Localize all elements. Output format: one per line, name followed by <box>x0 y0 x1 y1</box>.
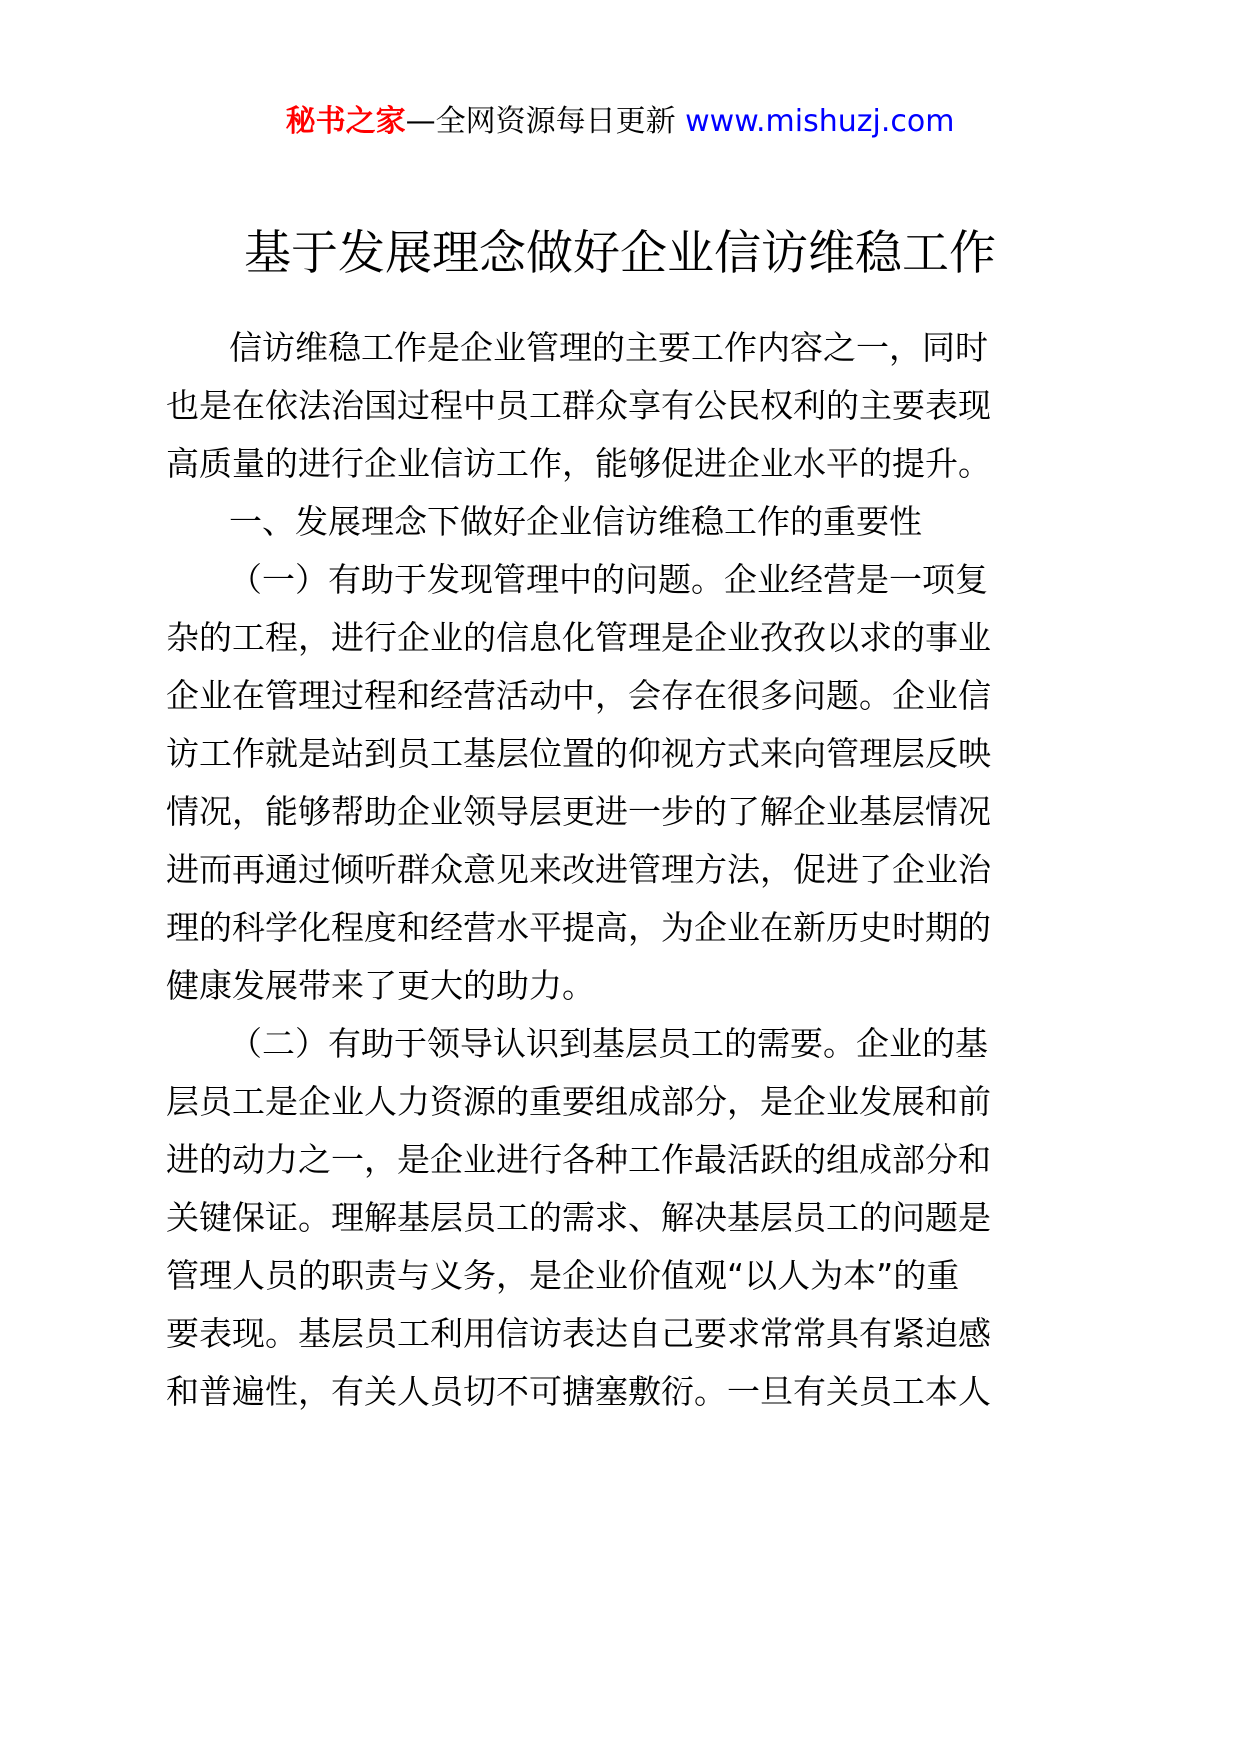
body-line: 访工作就是站到员工基层位置的仰视方式来向管理层反映 <box>166 734 991 773</box>
site-name: 秘书之家 <box>285 104 406 139</box>
body-line: 进的动力之一，是企业进行各种工作最活跃的组成部分和 <box>166 1140 991 1179</box>
body-line: 要表现。基层员工利用信访表达自己要求常常具有紧迫感 <box>166 1314 991 1353</box>
body-line: 也是在依法治国过程中员工群众享有公民权利的主要表现 <box>166 386 991 425</box>
body-line: 关键保证。理解基层员工的需求、解决基层员工的问题是 <box>166 1198 991 1237</box>
body-line: 管理人员的职责与义务，是企业价值观“以人为本”的重 <box>166 1256 960 1295</box>
document-title: 基于发展理念做好企业信访维稳工作 <box>244 226 996 281</box>
body-line: 进而再通过倾听群众意见来改进管理方法，促进了企业治 <box>166 850 991 889</box>
body-line: 和普遍性，有关人员切不可搪塞敷衍。一旦有关员工本人 <box>166 1372 991 1411</box>
body-line: 杂的工程，进行企业的信息化管理是企业孜孜以求的事业 <box>166 618 991 657</box>
body-line: （二）有助于领导认识到基层员工的需要。企业的基 <box>229 1024 988 1063</box>
body-line: （一）有助于发现管理中的问题。企业经营是一项复 <box>229 560 988 599</box>
site-header <box>0 100 1240 144</box>
site-tagline: —全网资源每日更新 <box>405 104 676 139</box>
body-line: 情况，能够帮助企业领导层更进一步的了解企业基层情况 <box>166 792 991 831</box>
body-line: 信访维稳工作是企业管理的主要工作内容之一，同时 <box>229 328 988 367</box>
body-line: 理的科学化程度和经营水平提高，为企业在新历史时期的 <box>166 908 991 947</box>
section-heading: 一、发展理念下做好企业信访维稳工作的重要性 <box>229 502 922 541</box>
site-url-link[interactable]: www.mishuzj.com <box>685 104 955 139</box>
body-line: 层员工是企业人力资源的重要组成部分，是企业发展和前 <box>166 1082 991 1121</box>
body-line: 企业在管理过程和经营活动中，会存在很多问题。企业信 <box>166 676 991 715</box>
body-line: 高质量的进行企业信访工作，能够促进企业水平的提升。 <box>166 444 991 483</box>
body-line: 健康发展带来了更大的助力。 <box>166 966 595 1005</box>
